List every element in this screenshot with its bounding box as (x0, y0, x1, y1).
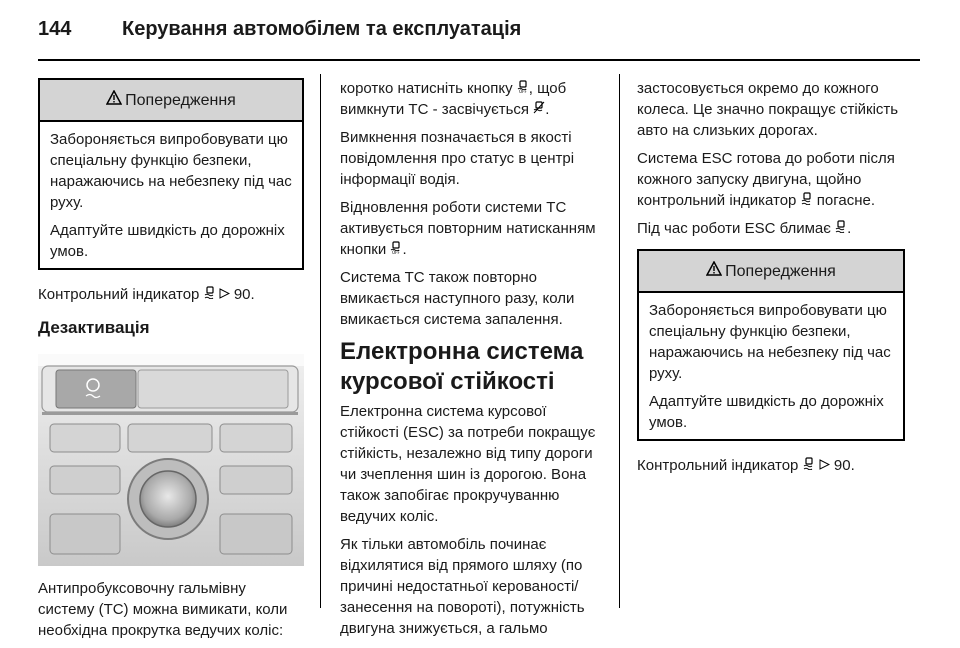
warning-paragraph: Адаптуйте швидкість до дорожніх умов. (50, 222, 285, 260)
warning-box (38, 78, 304, 270)
paragraph: Система ESC готова до роботи після кожного запуску двигуна, щойно контрольний індикатор погасне. (637, 150, 895, 209)
warning-title: Попередження (125, 91, 236, 109)
warning-title: Попередження (725, 262, 836, 280)
header-rule (38, 59, 920, 61)
warning-header (40, 80, 302, 122)
column-divider (320, 74, 321, 608)
paragraph: Електронна система курсової стійкості (ESC) за потреби покращує стійкість, незалежно від типу дороги чи зчеплення шин із дорогою. Вона також запобігає прокручуванню ведучих коліс. (340, 403, 596, 525)
column-1 (38, 78, 304, 648)
skid-car-icon (803, 458, 815, 473)
paragraph: Відновлення роботи системи TC активується повторним натисканням кнопки OFF . (340, 199, 596, 258)
dashboard-photo (38, 354, 304, 566)
warning-box (637, 249, 905, 441)
warning-triangle-icon (706, 261, 722, 282)
paragraph: Як тільки автомобіль починає відхилятися від прямого шляху (по причині недостатньої керованості/ занесення на повороті), потужність двигуна знижується, а гальмо (340, 536, 585, 637)
page-reference-arrow-icon (219, 287, 234, 302)
warning-paragraph: Адаптуйте швидкість до дорожніх умов. (649, 393, 884, 431)
skid-car-icon (801, 193, 813, 208)
svg-text:OFF: OFF (392, 250, 401, 254)
page-header (38, 18, 920, 62)
warning-body (639, 293, 903, 439)
skid-car-off-icon (390, 242, 402, 257)
column-2 (340, 78, 606, 646)
indicator-text: Контрольний індикатор (38, 286, 200, 303)
page-reference: 90. (833, 457, 855, 474)
warning-triangle-icon (106, 90, 122, 111)
page-title: Керування автомобілем та експлуатація (122, 18, 522, 40)
section-heading: Електронна система курсової стійкості (340, 338, 584, 395)
warning-header (639, 251, 903, 293)
paragraph: Вимкнення позначається в якості повідомлення про статус в центрі інформації водія. (340, 129, 575, 188)
page-reference: 90. (233, 286, 255, 303)
svg-text:OFF: OFF (518, 89, 527, 93)
paragraph: коротко натисніть кнопку OFF , щоб вимкнути TC - засвічується . (340, 80, 567, 118)
skid-car-off-icon (533, 102, 545, 117)
paragraph: Система TC також повторно вмикається наступного разу, коли вмикається система запалення. (340, 269, 575, 328)
skid-car-icon (204, 287, 220, 302)
warning-body (40, 122, 302, 268)
indicator-line (637, 455, 905, 476)
skid-car-icon (835, 221, 847, 236)
indicator-text: Контрольний індикатор (637, 457, 799, 474)
section-heading: Дезактивація (38, 318, 150, 337)
indicator-line (38, 284, 304, 305)
photo-caption: Антипробуксовочну гальмівну систему (TC) можна вимикати, коли необхідна прокрутка ведучих коліс: (38, 580, 288, 639)
warning-paragraph: Забороняється випробовувати цю спеціальну функцію безпеки, наражаючись на небезпеку під час руху. (649, 302, 891, 382)
column-divider (619, 74, 620, 608)
skid-car-off-icon (517, 81, 529, 96)
column-3 (637, 78, 905, 483)
paragraph: Під час роботи ESC блимає . (637, 220, 852, 237)
paragraph: застосовується окремо до кожного колеса. Це значно покращує стійкість авто на слизьких дорогах. (637, 80, 899, 139)
warning-paragraph: Забороняється випробовувати цю спеціальну функцію безпеки, наражаючись на небезпеку під час руху. (50, 131, 292, 211)
page-reference-arrow-icon (819, 458, 830, 473)
page-number: 144 (38, 18, 72, 40)
